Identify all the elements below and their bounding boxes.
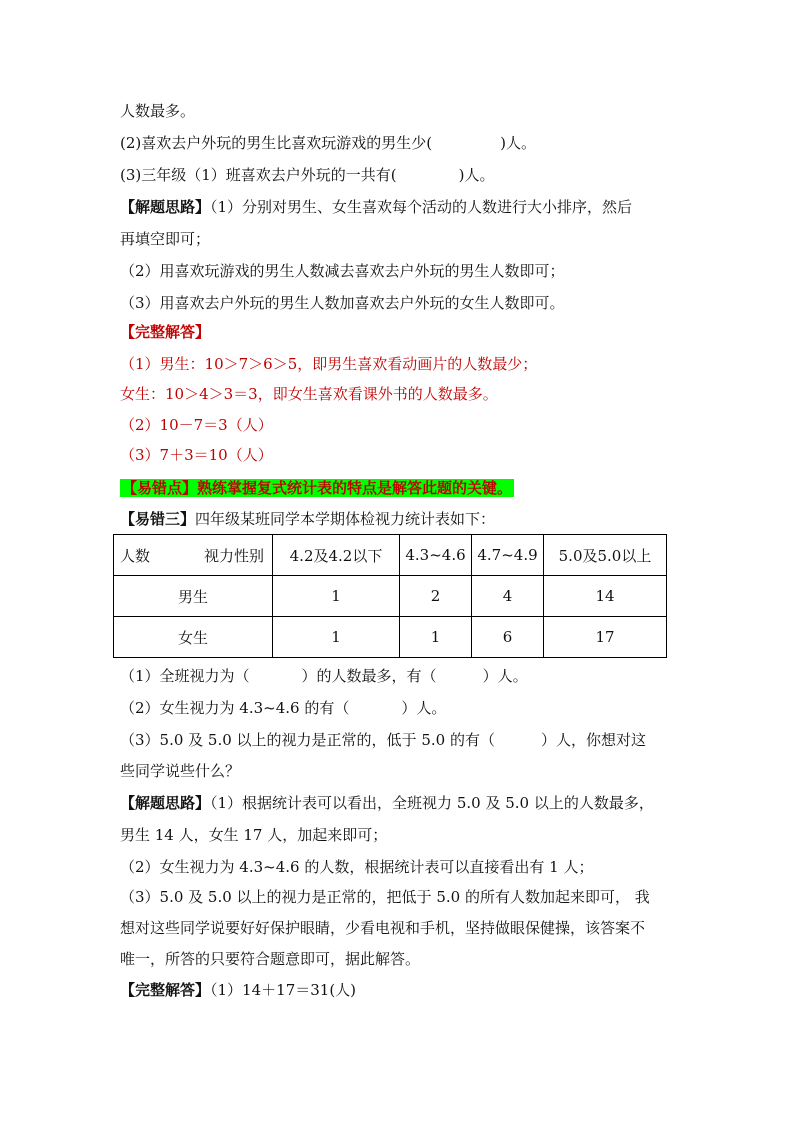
q3-analysis-line3: （2）女生视力为 4.3~4.6 的人数，根据统计表可以直接看出有 1 人； (120, 858, 594, 876)
q3-sub3-b: ）人，你想对这 (540, 731, 646, 749)
corner-right-label: 视力性别 (203, 547, 264, 565)
table-header-row (114, 535, 667, 576)
q2-question-2-text: (2)喜欢去户外玩的男生比喜欢玩游戏的男生少( (120, 134, 433, 152)
column-header: 4.3~4.6 (400, 535, 472, 576)
q3-analysis-line5: 想对这些同学说要好好保护眼睛，少看电视和手机，坚持做眼保健操，该答案不 (120, 919, 646, 937)
column-header: 5.0及5.0以上 (544, 535, 667, 576)
q3-sub3 (120, 730, 646, 750)
q2-answer-line4: （3）7＋3＝10（人） (120, 446, 273, 464)
table-row (114, 576, 667, 617)
table-cell: 2 (400, 576, 472, 617)
table-row (114, 617, 667, 658)
q2-question-3-tail: )人。 (458, 166, 495, 184)
q3-sub1-c: ）人。 (482, 667, 528, 685)
q3-analysis-line4: （3）5.0 及 5.0 以上的视力是正常的，把低于 5.0 的所有人数加起来即可， 我 (120, 888, 650, 906)
q2-question-2-tail: )人。 (500, 134, 536, 152)
table-cell: 1 (273, 576, 400, 617)
q3-sub2-b: ）人。 (401, 699, 447, 717)
analysis-text: （1）根据统计表可以看出，全班视力 5.0 及 5.0 以上的人数最多， (210, 794, 654, 812)
q3-analysis-line6: 唯一，所答的只要符合题意即可，据此解答。 (120, 950, 421, 968)
q2-answer-line3: （2）10－7＝3（人） (120, 416, 273, 434)
row-label: 女生 (114, 617, 273, 658)
table-cell: 14 (544, 576, 667, 617)
q3-answer-line1 (120, 980, 356, 1000)
row-label: 男生 (114, 576, 273, 617)
table-cell: 6 (472, 617, 544, 658)
table-cell: 1 (273, 617, 400, 658)
column-header: 4.2及4.2以下 (273, 535, 400, 576)
q2-note (120, 478, 514, 498)
q2-line0: 人数最多。 (120, 102, 196, 120)
q3-sub1-b: ）的人数最多，有（ (301, 667, 437, 685)
vision-stat-table (113, 534, 667, 658)
corner-left-label: 人数 (120, 547, 151, 565)
q3-sub2-a: （2）女生视力为 4.3~4.6 的有（ (120, 699, 350, 717)
q2-analysis-line1 (120, 197, 632, 217)
analysis-tag: 【解题思路】 (120, 794, 211, 812)
q2-question-2 (120, 133, 536, 153)
analysis-text: （1）分别对男生、女生喜欢每个活动的人数进行大小排序，然后 (210, 198, 633, 216)
q3-intro (120, 509, 495, 529)
q3-analysis-line1 (120, 793, 654, 813)
q2-answer-line1: （1）男生：10＞7＞6＞5，即男生喜欢看动画片的人数最少； (120, 355, 538, 373)
q3-sub2 (120, 698, 446, 718)
q3-sub1 (120, 666, 528, 686)
table-cell: 17 (544, 617, 667, 658)
q2-analysis-line2: 再填空即可； (120, 230, 211, 248)
q2-question-3 (120, 165, 495, 185)
q3-intro-text: 四年级某班同学本学期体检视力统计表如下： (195, 510, 496, 528)
q3-tag: 【易错三】 (120, 510, 196, 528)
q2-answer-tag: 【完整解答】 (120, 323, 211, 341)
q2-analysis-line4: （3）用喜欢去户外玩的男生人数加喜欢去户外玩的女生人数即可。 (120, 294, 565, 312)
column-header: 4.7~4.9 (472, 535, 544, 576)
q3-analysis-line2: 男生 14 人，女生 17 人，加起来即可； (120, 826, 388, 844)
q3-sub3-a: （3）5.0 及 5.0 以上的视力是正常的，低于 5.0 的有（ (120, 731, 495, 749)
q3-sub1-a: （1）全班视力为（ (120, 667, 250, 685)
analysis-tag: 【解题思路】 (120, 198, 211, 216)
highlighted-note: 【易错点】熟练掌握复式统计表的特点是解答此题的关键。 (122, 479, 513, 497)
answer-text: （1）14＋17＝31(人) (210, 981, 357, 999)
table-cell: 4 (472, 576, 544, 617)
q2-question-3-text: (3)三年级（1）班喜欢去户外玩的一共有( (120, 166, 397, 184)
table-cell: 1 (400, 617, 472, 658)
q3-sub3-cont: 些同学说些什么？ (120, 762, 241, 780)
answer-tag: 【完整解答】 (120, 981, 211, 999)
q2-analysis-line3: （2）用喜欢玩游戏的男生人数减去喜欢去户外玩的男生人数即可； (120, 262, 565, 280)
q2-answer-line2: 女生：10＞4＞3＝3，即女生喜欢看课外书的人数最多。 (120, 385, 498, 403)
table-corner-cell (114, 535, 273, 576)
